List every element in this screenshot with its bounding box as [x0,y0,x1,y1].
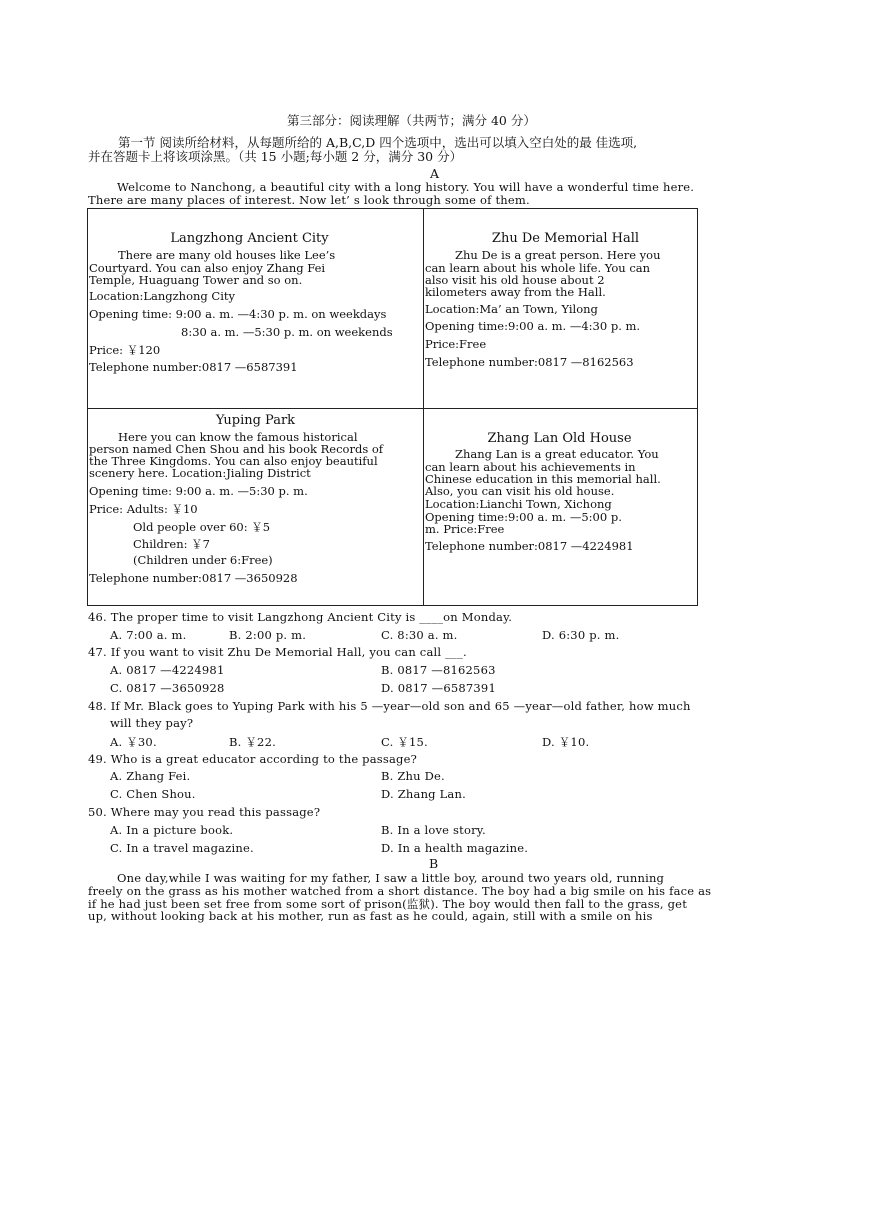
place-line: can learn about his achievements in [425,460,636,474]
place-line: scenery here. Location:Jialing District [89,466,311,480]
question-47-option-c: C. 0817 —3650928 [110,681,225,695]
place-card-zhu-de [424,209,699,408]
place-line: Temple, Huaguang Tower and so on. [89,273,303,287]
place-line: There are many old houses like Lee’s [118,248,336,262]
place-line: person named Chen Shou and his book Records of [89,442,384,456]
place-line: Here you can know the famous historical [118,430,358,444]
place-line: Chinese education in this memorial hall. [425,472,661,486]
part-title: 第三部分：阅读理解（共两节；满分 40 分） [287,113,536,128]
section-instruction-line-1: 第一节 阅读所给材料，从每题所给的 A,B,C,D 四个选项中，选出可以填入空白处的最 佳选项, [118,135,638,150]
question-50-option-a: A. In a picture book. [110,823,234,837]
passage-a-label: A [430,166,440,181]
place-line: Zhu De is a great person. Here you [455,248,661,262]
section-instruction-line-2: 并在答题卡上将该项涂黑。（共 15 小题;每小题 2 分，满分 30 分） [88,149,463,164]
passage-a-intro-line-2: There are many places of interest. Now let’ s look through some of them. [88,193,530,207]
place-line: (Children under 6:Free) [133,553,273,567]
place-line: Telephone number:0817 —8162563 [425,355,634,369]
place-line: the Three Kingdoms. You can also enjoy beautiful [89,454,378,468]
place-title: Zhang Lan Old House [487,431,632,446]
places-table [87,208,698,606]
question-47-option-d: D. 0817 —6587391 [381,681,496,695]
question-49-option-c: C. Chen Shou. [110,787,196,801]
passage-b-line-1: One day,while I was waiting for my father, I saw a little boy, around two years old, running [117,871,665,885]
question-49-option-b: B. Zhu De. [381,769,445,783]
question-46-stem: 46. The proper time to visit Langzhong Ancient City is ____on Monday. [88,610,513,624]
place-line: Opening time:9:00 a. m. —4:30 p. m. [425,319,641,333]
place-line: Opening time: 9:00 a. m. —5:30 p. m. [89,484,308,498]
place-title: Langzhong Ancient City [170,231,329,246]
question-48-stem-continued: will they pay? [110,716,194,730]
place-line: Zhang Lan is a great educator. You [455,447,659,461]
question-46-option-d: D. 6:30 p. m. [542,628,620,642]
place-card-yuping [88,409,423,605]
place-line: Telephone number:0817 —3650928 [89,571,298,585]
place-line: kilometers away from the Hall. [425,285,606,299]
place-card-langzhong [88,209,423,408]
place-line: Children: ￥7 [133,537,210,551]
place-line: also visit his old house about 2 [425,273,605,287]
question-47-option-a: A. 0817 —4224981 [110,663,225,677]
place-line: Also, you can visit his old house. [425,484,615,498]
place-card-zhang-lan [424,409,699,605]
question-46-option-a: A. 7:00 a. m. [110,628,187,642]
question-50-stem: 50. Where may you read this passage? [88,805,321,819]
place-line: Price:Free [425,337,487,351]
question-48-option-c: C. ￥15. [381,735,428,749]
question-50-option-b: B. In a love story. [381,823,486,837]
passage-a-intro-line-1: Welcome to Nanchong, a beautiful city with a long history. You will have a wonderful time here. [117,180,695,194]
question-49-option-a: A. Zhang Fei. [110,769,191,783]
place-line: Telephone number:0817 —4224981 [425,539,634,553]
passage-b-label: B [429,856,439,871]
question-46-option-c: C. 8:30 a. m. [381,628,458,642]
question-48-option-d: D. ￥10. [542,735,590,749]
passage-b-line-2: freely on the grass as his mother watched from a short distance. The boy had a big smile on his face as [88,884,712,898]
question-50-option-d: D. In a health magazine. [381,841,529,855]
place-line: m. Price:Free [425,522,505,536]
place-line: Location:Lianchi Town, Xichong [425,497,612,511]
place-line: Opening time: 9:00 a. m. —4:30 p. m. on weekdays [89,307,387,321]
place-line: Telephone number:0817 —6587391 [89,360,298,374]
place-line: Price: Adults: ￥10 [89,502,198,516]
question-49-option-d: D. Zhang Lan. [381,787,466,801]
question-47-stem: 47. If you want to visit Zhu De Memorial Hall, you can call ___. [88,645,467,659]
place-line: Opening time:9:00 a. m. —5:00 p. [425,510,622,524]
question-46-option-b: B. 2:00 p. m. [229,628,307,642]
place-line: Courtyard. You can also enjoy Zhang Fei [89,261,326,275]
place-line: can learn about his whole life. You can [425,261,651,275]
question-47-option-b: B. 0817 —8162563 [381,663,496,677]
place-line: Old people over 60: ￥5 [133,520,271,534]
place-line: Price: ￥120 [89,343,161,357]
passage-b-line-4: up, without looking back at his mother, run as fast as he could, again, still with a smile on his [88,909,653,923]
place-line: Location:Langzhong City [89,289,236,303]
question-48-stem: 48. If Mr. Black goes to Yuping Park with his 5 —year—old son and 65 —year—old father, how much [88,699,691,713]
question-48-option-b: B. ￥22. [229,735,276,749]
passage-b-line-3: if he had just been set free from some sort of prison(监狱). The boy would then fall to the grass, get [88,897,688,911]
place-title: Zhu De Memorial Hall [491,231,640,246]
question-48-option-a: A. ￥30. [110,735,157,749]
question-50-option-c: C. In a travel magazine. [110,841,254,855]
place-line: Location:Ma’ an Town, Yilong [425,302,598,316]
question-49-stem: 49. Who is a great educator according to the passage? [88,752,417,766]
place-title: Yuping Park [215,413,296,428]
place-line: 8:30 a. m. —5:30 p. m. on weekends [181,325,393,339]
